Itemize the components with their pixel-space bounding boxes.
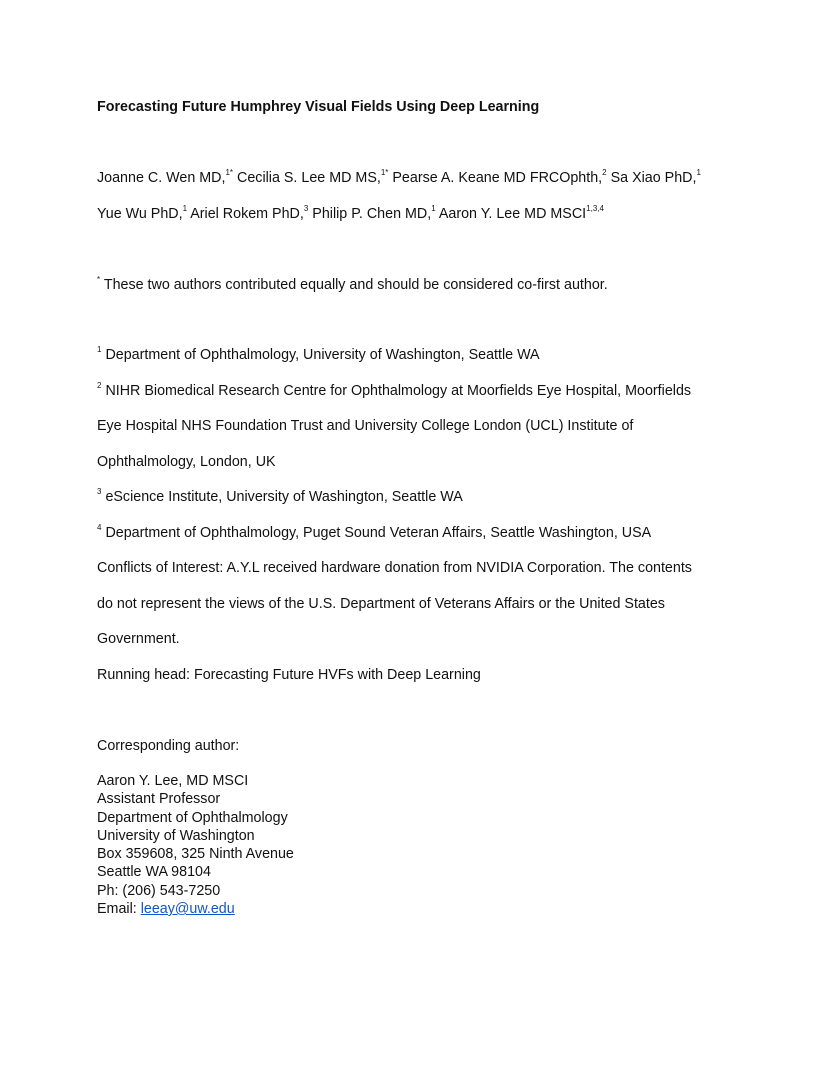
paper-title: Forecasting Future Humphrey Visual Fields Using Deep Learning: [97, 99, 540, 115]
affiliation-2-line-3: Ophthalmology, London, UK: [97, 454, 276, 470]
affiliation-text: Department of Ophthalmology, Puget Sound Veteran Affairs, Seattle Washington, USA: [105, 525, 652, 541]
affiliation-text: eScience Institute, University of Washington, Seattle WA: [105, 489, 463, 505]
affiliation-1: [97, 346, 540, 364]
affiliation-text: NIHR Biomedical Research Centre for Ophthalmology at Moorfields Eye Hospital, Moorfields: [105, 383, 692, 399]
author-affiliation-marker: 1: [182, 204, 188, 214]
author-name: Pearse A. Keane MD FRCOphth,: [392, 170, 603, 186]
conflicts-line-2: do not represent the views of the U.S. Department of Veterans Affairs or the United States: [97, 596, 665, 612]
affiliation-marker: 1: [97, 345, 102, 355]
author-affiliation-marker: 1: [431, 204, 436, 214]
corresponding-address: Box 359608, 325 Ninth Avenue: [97, 846, 294, 862]
author-name: Ariel Rokem PhD,: [190, 206, 304, 222]
corresponding-department: Department of Ophthalmology: [97, 810, 288, 826]
corresponding-city: Seattle WA 98104: [97, 864, 211, 880]
author-affiliation-marker: 1,3,4: [586, 204, 604, 214]
author-name: Cecilia S. Lee MD MS,: [237, 170, 381, 186]
author-name: Sa Xiao PhD,: [610, 170, 697, 186]
email-label: Email:: [97, 901, 141, 917]
affiliation-marker: 4: [97, 523, 102, 533]
corresponding-email-line: [97, 900, 235, 918]
affiliation-2-line-2: Eye Hospital NHS Foundation Trust and University College London (UCL) Institute of: [97, 418, 634, 434]
corresponding-author-heading: Corresponding author:: [97, 738, 240, 754]
running-head: Running head: Forecasting Future HVFs with Deep Learning: [97, 667, 481, 683]
author-affiliation-marker: 1*: [380, 168, 389, 178]
affiliation-2-line-1: [97, 382, 691, 400]
author-list-line-1: [97, 169, 701, 187]
corresponding-name: Aaron Y. Lee, MD MSCI: [97, 773, 249, 789]
footnote-marker: *: [97, 275, 101, 285]
author-affiliation-marker: 3: [303, 204, 309, 214]
author-affiliation-marker: 1*: [225, 168, 234, 178]
author-name: Joanne C. Wen MD,: [97, 170, 226, 186]
affiliation-text: Department of Ophthalmology, University of Washington, Seattle WA: [105, 347, 540, 363]
author-name: Yue Wu PhD,: [97, 206, 183, 222]
author-affiliation-marker: 1: [696, 168, 701, 178]
affiliation-3: [97, 488, 463, 506]
affiliation-4: [97, 524, 651, 542]
equal-contribution-note: [97, 276, 608, 294]
affiliation-marker: 2: [97, 381, 102, 391]
corresponding-university: University of Washington: [97, 828, 255, 844]
equal-contribution-text: These two authors contributed equally and should be considered co-first author.: [103, 277, 608, 293]
conflicts-line-3: Government.: [97, 631, 180, 647]
conflicts-line-1: Conflicts of Interest: A.Y.L received hardware donation from NVIDIA Corporation. The contents: [97, 560, 692, 576]
email-link[interactable]: leeay@uw.edu: [140, 901, 235, 917]
author-name: Philip P. Chen MD,: [312, 206, 432, 222]
author-list-line-2: [97, 205, 604, 223]
corresponding-position: Assistant Professor: [97, 791, 221, 807]
author-name: Aaron Y. Lee MD MSCI: [438, 206, 587, 222]
corresponding-phone: Ph: (206) 543-7250: [97, 883, 221, 899]
affiliation-marker: 3: [97, 487, 102, 497]
author-affiliation-marker: 2: [602, 168, 607, 178]
